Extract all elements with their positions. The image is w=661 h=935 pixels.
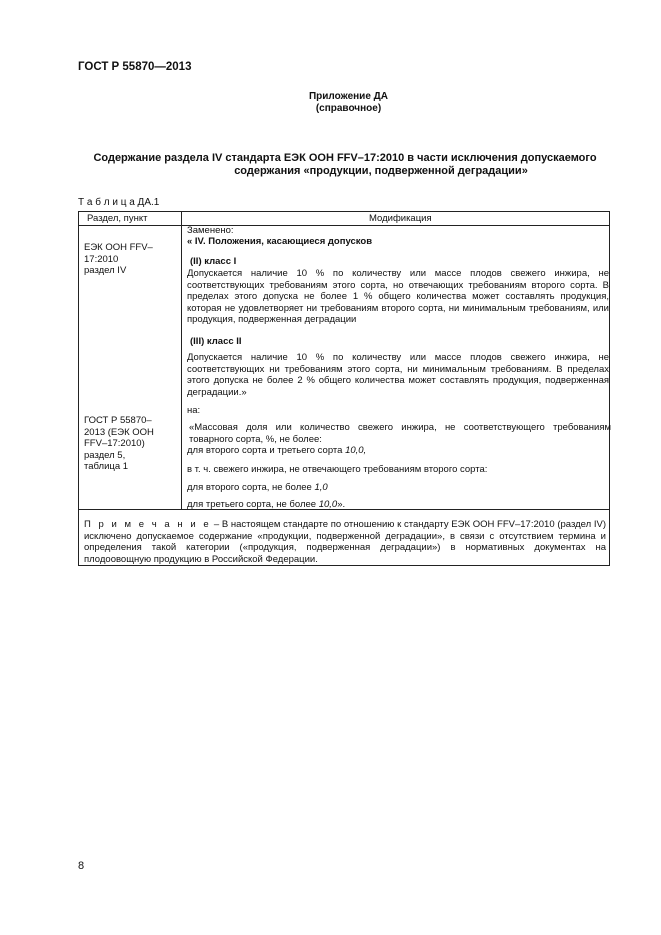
- row-value: 1,0: [314, 482, 328, 493]
- left-cell-line: 2013 (ЕЭК ООН: [84, 426, 154, 438]
- left-cell-line: таблица 1: [84, 461, 129, 472]
- section-title: « IV. Положения, касающиеся допусков: [187, 236, 373, 247]
- table-header-row: [79, 212, 609, 226]
- column-divider: [181, 212, 182, 509]
- row-third: [187, 499, 609, 511]
- appendix-title-block: [0, 91, 661, 115]
- left-cell-original: [84, 242, 174, 277]
- mass-text: «Массовая доля или количество свежего инжира, не соответствующего требованиям товарного сорта, %, не более:: [189, 422, 611, 445]
- replaced-label: Заменено:: [187, 225, 234, 236]
- table-caption: Т а б л и ц а ДА.1: [78, 197, 160, 208]
- standard-header: ГОСТ Р 55870—2013: [78, 61, 192, 73]
- row-label: для второго сорта и третьего сорта: [187, 445, 346, 456]
- heading-line-2: содержания «продукции, подверженной деградации»: [234, 165, 528, 177]
- left-cell-line: ГОСТ Р 55870–: [84, 415, 152, 426]
- row-second: [187, 482, 609, 494]
- row-second-third: [187, 445, 609, 457]
- appendix-subtitle: (справочное): [315, 103, 382, 114]
- left-cell-line: раздел 5,: [84, 449, 126, 461]
- left-cell-line: FFV–17:2010): [84, 438, 145, 449]
- row-label: для второго сорта, не более: [187, 482, 315, 493]
- class2-text: Допускается наличие 10 % по количеству или массе плодов свежего инжира, не соответствующих ни требованиям этого сорта, ни минимальным требованиям. В пределах этого допуска не более 2 % общего количества может составлять продукция, подверженная деградации.»: [187, 352, 609, 398]
- modification-table: [78, 211, 610, 566]
- row-end: ».: [337, 499, 346, 510]
- note-label: П р и м е ч а н и е: [84, 519, 212, 530]
- appendix-title: Приложение ДА: [308, 91, 389, 102]
- row-label: для третьего сорта, не более: [187, 499, 319, 510]
- incl-text: в т. ч. свежего инжира, не отвечающего требованиям второго сорта:: [187, 464, 488, 475]
- table-note: [84, 519, 606, 565]
- note-text: – В настоящем стандарте по отношению к стандарту ЕЭК ООН FFV–17:2010 (раздел IV) исключено допускаемое содержание «продукции, подверженной деградации», в связи с отсутствием термина и определения такой категории («продукция, подверженная деградации») в нормативных документах на плодоовощную продукцию в Российской Федерации.: [84, 519, 606, 565]
- column-header-section: Раздел, пункт: [87, 213, 148, 224]
- left-cell-modified: [84, 415, 174, 473]
- left-cell-line: 17:2010: [84, 253, 119, 265]
- heading-line-1: Содержание раздела IV стандарта ЕЭК ООН FFV–17:2010 в части исключения допускаемого: [93, 152, 597, 164]
- row-value: 10,0: [318, 499, 338, 510]
- class1-title: (II) класс I: [190, 256, 237, 267]
- left-cell-line: ЕЭК ООН FFV–: [84, 242, 153, 253]
- class2-title: (III) класс II: [190, 336, 242, 347]
- page-number: 8: [78, 860, 85, 872]
- column-header-modification: Модификация: [369, 213, 432, 224]
- row-value: 10,0,: [345, 445, 367, 456]
- section-heading: [60, 152, 630, 178]
- on-label: на:: [187, 405, 201, 416]
- left-cell-line: раздел IV: [84, 265, 127, 276]
- class1-text: Допускается наличие 10 % по количеству или массе плодов свежего инжира, не соответствующих требованиям этого сорта, но отвечающих требованиям второго сорта. В пределах этого допуска не более 1 % общего количества может составлять продукция, которая не удовлетворяет ни требованиям второго сорта, ни минимальным требованиям, или продукция, подверженная деградации: [187, 268, 609, 325]
